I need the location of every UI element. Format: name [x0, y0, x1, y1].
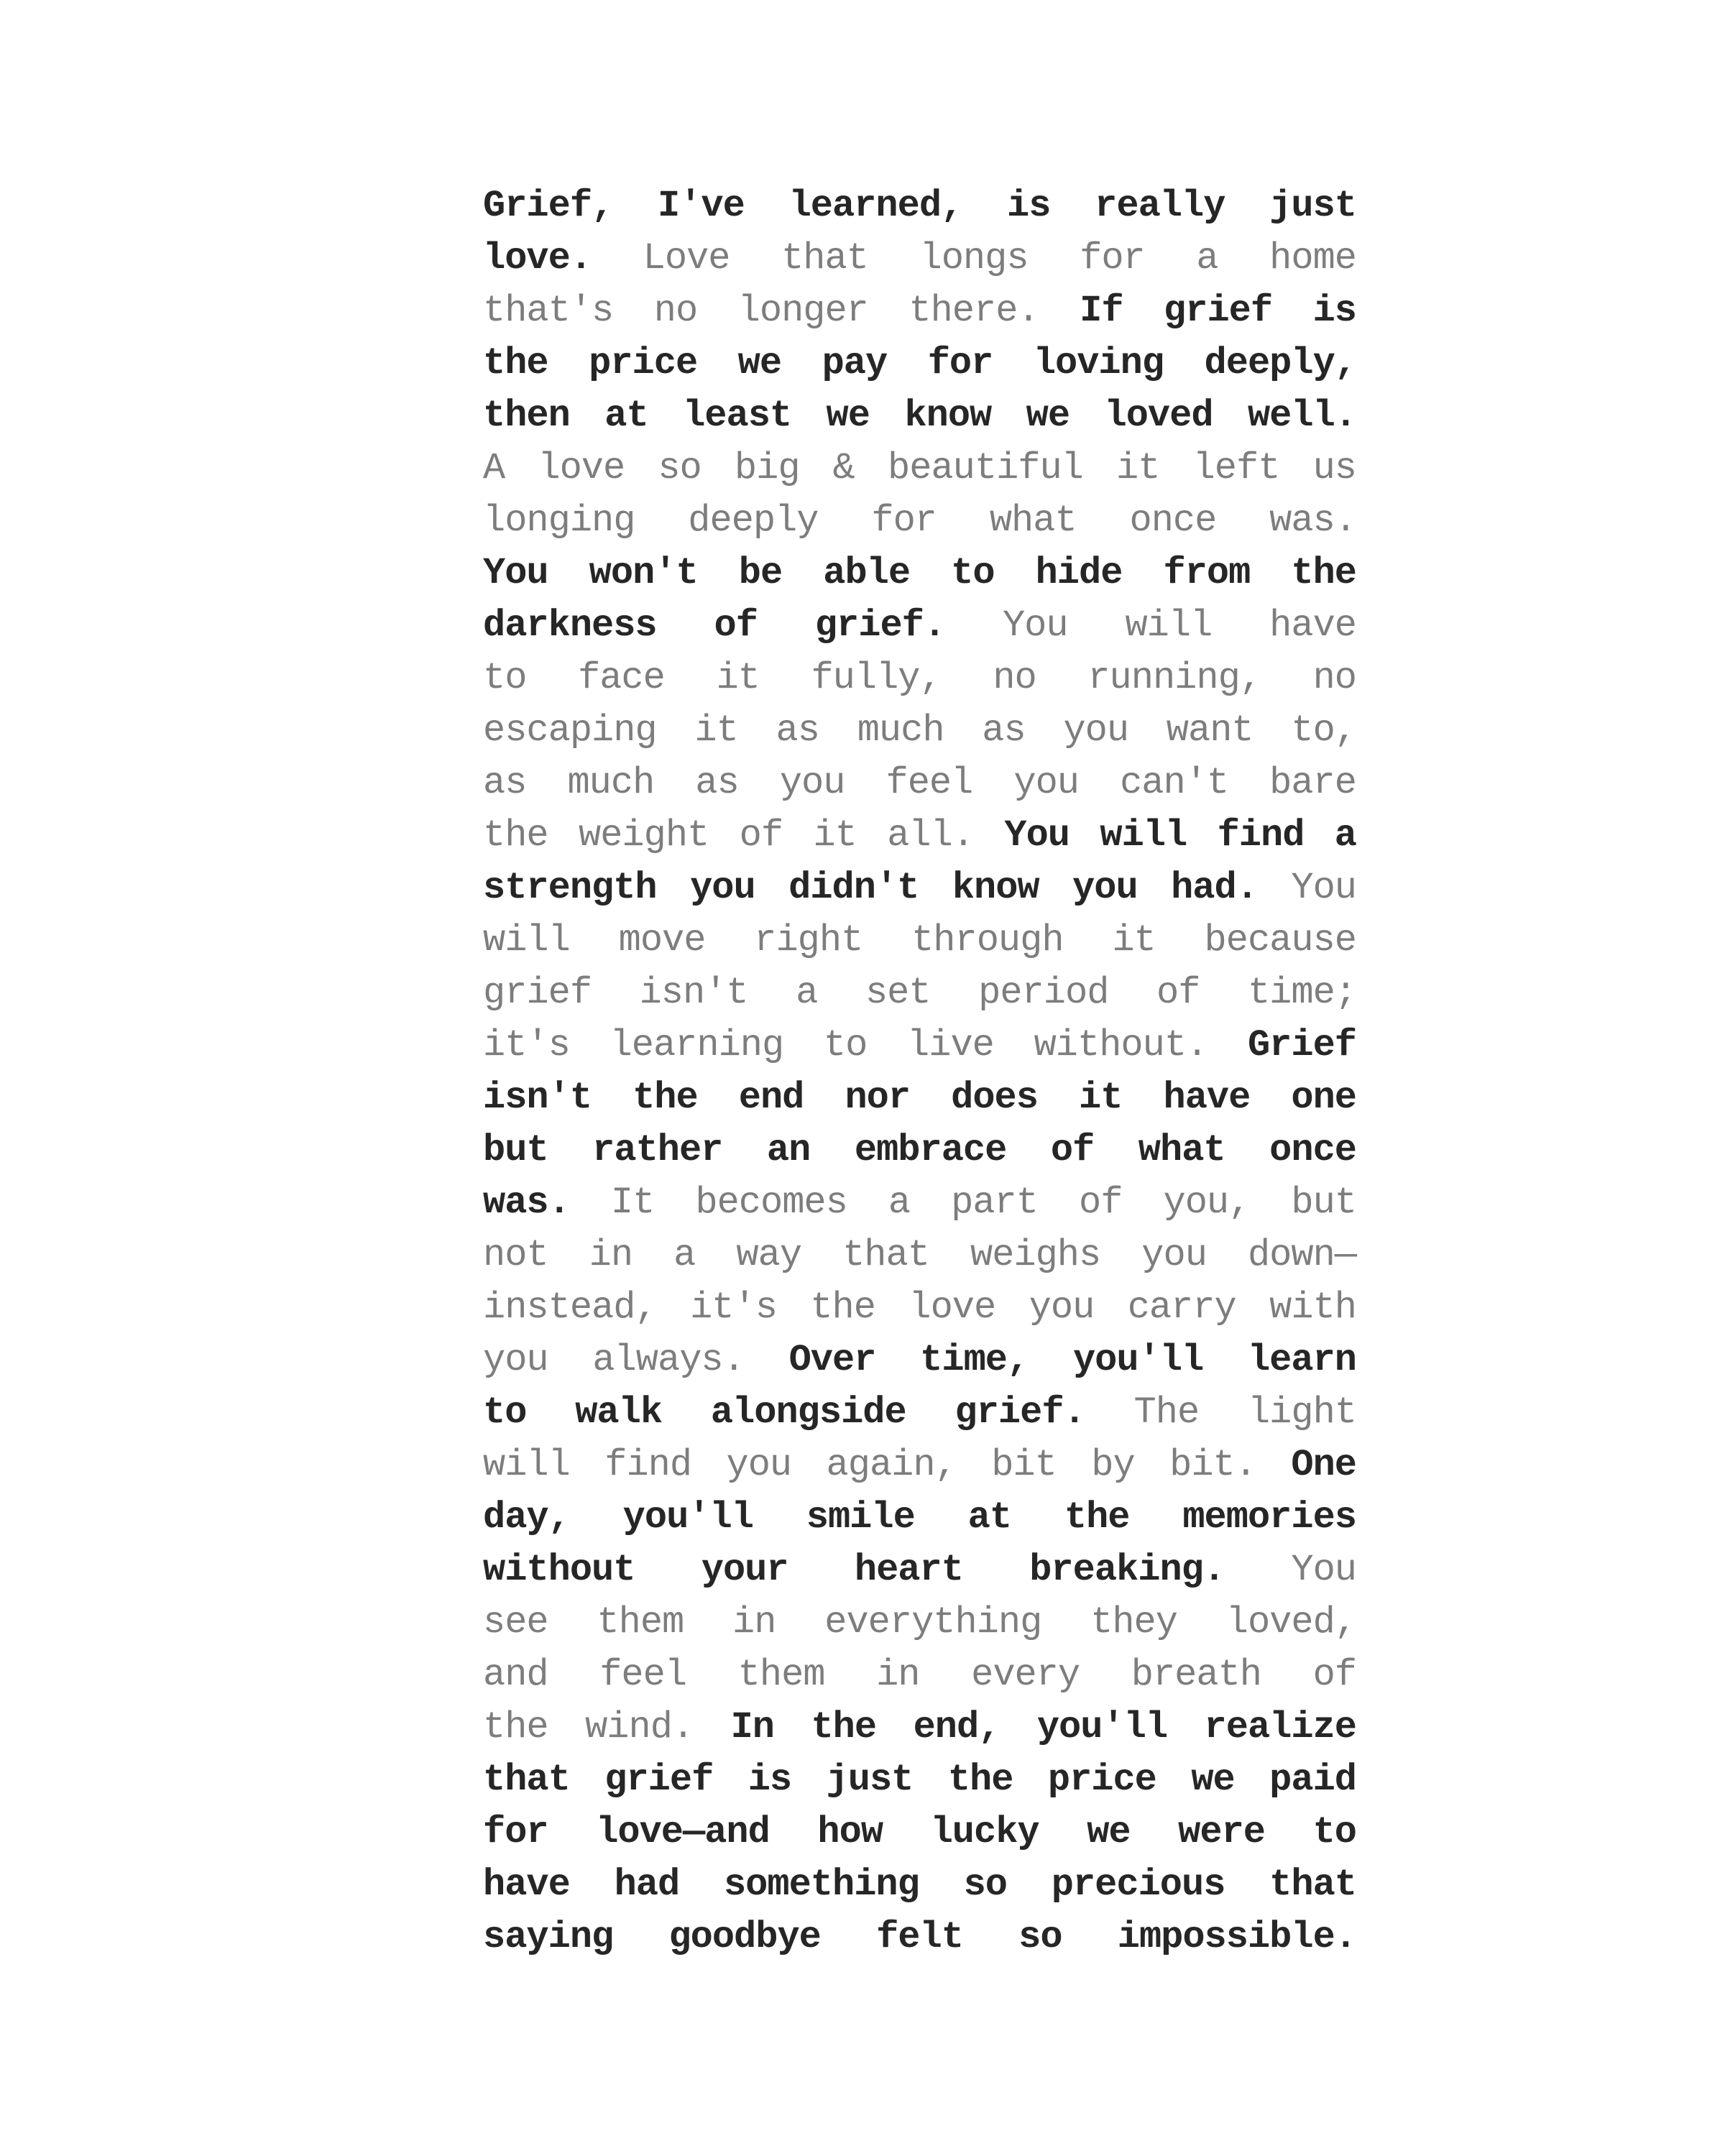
poem-line [483, 1806, 1356, 1858]
poem-line [483, 809, 1356, 862]
poem-line [483, 1281, 1356, 1334]
poem-line [483, 914, 1356, 967]
emphasized-text: to walk alongside grief. [483, 1391, 1085, 1434]
poem-line [483, 1176, 1356, 1229]
poem-line [483, 1124, 1356, 1176]
poem-line [483, 442, 1356, 494]
emphasized-text: You won't be able to hide from the [483, 552, 1356, 594]
poem-line [483, 599, 1356, 652]
muted-text: as much as you feel you can't bare [483, 762, 1356, 804]
emphasized-text: the price we pay for loving deeply, [483, 342, 1356, 384]
muted-text: will move right through it because [483, 919, 1356, 962]
emphasized-text: saying goodbye felt so impossible. [483, 1916, 1356, 1958]
poem-line [483, 1858, 1356, 1911]
emphasized-text: darkness of grief. [483, 604, 946, 647]
poem-line [483, 1491, 1356, 1544]
muted-text: You [1257, 867, 1356, 909]
muted-text: A love so big & beautiful it left us [483, 447, 1356, 489]
poem-line [483, 862, 1356, 914]
poem-line [483, 1439, 1356, 1491]
emphasized-text: If grief is [1039, 290, 1356, 332]
poem-line [483, 1072, 1356, 1124]
poem-line [483, 337, 1356, 390]
emphasized-text: Over time, you'll learn [744, 1339, 1356, 1381]
poem-line [483, 547, 1356, 599]
poem-line [483, 652, 1356, 704]
muted-text: escaping it as much as you want to, [483, 709, 1356, 752]
poem-line [483, 967, 1356, 1019]
poem-line [483, 390, 1356, 442]
muted-text: grief isn't a set period of time; [483, 972, 1356, 1014]
emphasized-text: but rather an embrace of what once [483, 1129, 1356, 1171]
muted-text: instead, it's the love you carry with [483, 1286, 1356, 1329]
poem-line [483, 232, 1356, 285]
muted-text: You will have [945, 604, 1356, 647]
emphasized-text: then at least we know we loved well. [483, 395, 1356, 437]
muted-text: You [1225, 1549, 1356, 1591]
poem-line [483, 1754, 1356, 1806]
poem-line [483, 285, 1356, 337]
muted-text: to face it fully, no running, no [483, 657, 1356, 699]
muted-text: Love that longs for a home [592, 237, 1356, 280]
emphasized-text: love. [483, 237, 592, 280]
emphasized-text: day, you'll smile at the memories [483, 1496, 1356, 1539]
muted-text: not in a way that weighs you down— [483, 1234, 1356, 1276]
poem-line [483, 180, 1356, 232]
emphasized-text: In the end, you'll realize [694, 1706, 1356, 1749]
emphasized-text: that grief is just the price we paid [483, 1759, 1356, 1801]
emphasized-text: Grief [1208, 1024, 1357, 1067]
emphasized-text: One [1256, 1444, 1357, 1486]
muted-text: it's learning to live without. [483, 1024, 1208, 1067]
poem-line [483, 757, 1356, 809]
poem-line [483, 1596, 1356, 1649]
muted-text: and feel them in every breath of [483, 1654, 1356, 1696]
poem-line [483, 1701, 1356, 1754]
emphasized-text: You will find a [974, 814, 1356, 857]
emphasized-text: was. [483, 1181, 570, 1224]
muted-text: It becomes a part of you, but [569, 1181, 1356, 1224]
emphasized-text: have had something so precious that [483, 1864, 1356, 1906]
muted-text: the wind. [483, 1706, 694, 1749]
poem-line [483, 704, 1356, 757]
poem-line [483, 1334, 1356, 1386]
poem-line [483, 1386, 1356, 1439]
muted-text: the weight of it all. [483, 814, 975, 857]
poem-text-block [483, 180, 1356, 1963]
muted-text: The light [1085, 1391, 1356, 1434]
emphasized-text: strength you didn't know you had. [483, 867, 1258, 909]
poem-line [483, 1229, 1356, 1281]
emphasized-text: Grief, I've learned, is really just [483, 185, 1356, 227]
muted-text: that's no longer there. [483, 290, 1039, 332]
poem-line [483, 1019, 1356, 1072]
emphasized-text: isn't the end nor does it have one [483, 1077, 1356, 1119]
muted-text: you always. [483, 1339, 745, 1381]
muted-text: longing deeply for what once was. [483, 499, 1356, 542]
emphasized-text: without your heart breaking. [483, 1549, 1225, 1591]
emphasized-text: for love—and how lucky we were to [483, 1811, 1356, 1853]
muted-text: see them in everything they loved, [483, 1601, 1356, 1644]
poem-line [483, 494, 1356, 547]
poem-line [483, 1544, 1356, 1596]
muted-text: will find you again, bit by bit. [483, 1444, 1256, 1486]
poem-line [483, 1649, 1356, 1701]
poem-line [483, 1911, 1356, 1963]
